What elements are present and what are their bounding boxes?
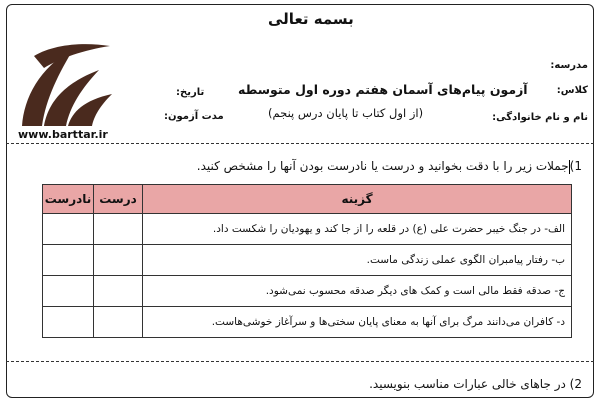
wrong-cell[interactable] [43,307,94,338]
question-1-number: 1) [569,159,582,173]
wrong-cell[interactable] [43,214,94,245]
correct-cell[interactable] [94,307,143,338]
header-correct: درست [94,185,143,214]
row-statement: د- کافران می‌دانند مرگ برای آنها به معنای پایان سختی‌ها و سرآغاز خوشی‌هاست. [143,307,572,338]
correct-cell[interactable] [94,214,143,245]
question-2-number: 2) [569,377,582,391]
row-statement: ب- رفتار پیامبران الگوی عملی زندگی ماست. [143,245,572,276]
correct-cell[interactable] [94,276,143,307]
question-2 [369,377,582,391]
header-option: گزینه [143,185,572,214]
wrong-cell[interactable] [43,276,94,307]
correct-cell[interactable] [94,245,143,276]
table-row [43,276,572,307]
table-row [43,307,572,338]
date-label: تاریخ: [176,87,205,98]
class-label: کلاس: [556,85,588,96]
header-wrong: نادرست [43,185,94,214]
true-false-table [42,184,572,338]
wrong-cell[interactable] [43,245,94,276]
exam-scope: (از اول کتاب تا پایان درس پنجم) [268,106,424,120]
header-divider [6,143,594,144]
barttar-logo-icon [14,38,114,130]
table-header-row [43,185,572,214]
question-1 [197,159,582,174]
question-1-text: جملات زیر را با دقت بخوانید و درست یا نادرست بودن آنها را مشخص کنید. [196,159,569,173]
section-divider [6,361,594,362]
page-title: بسمه تعالی [268,10,354,28]
table-row [43,214,572,245]
name-label: نام و نام خانوادگی: [492,112,588,123]
exam-title: آزمون پیام‌های آسمان هفتم دوره اول متوسطه [238,82,528,97]
website-url[interactable]: www.barttar.ir [18,128,108,141]
table-row [43,245,572,276]
question-2-text: در جاهای خالی عبارات مناسب بنویسید. [369,377,566,391]
row-statement: ج- صدقه فقط مالی است و کمک های دیگر صدقه محسوب نمی‌شود. [143,276,572,307]
duration-label: مدت آزمون: [164,111,224,122]
school-label: مدرسه: [550,60,588,71]
row-statement: الف- در جنگ خیبر حضرت علی (ع) در قلعه را از جا کند و یهودیان را شکست داد. [143,214,572,245]
